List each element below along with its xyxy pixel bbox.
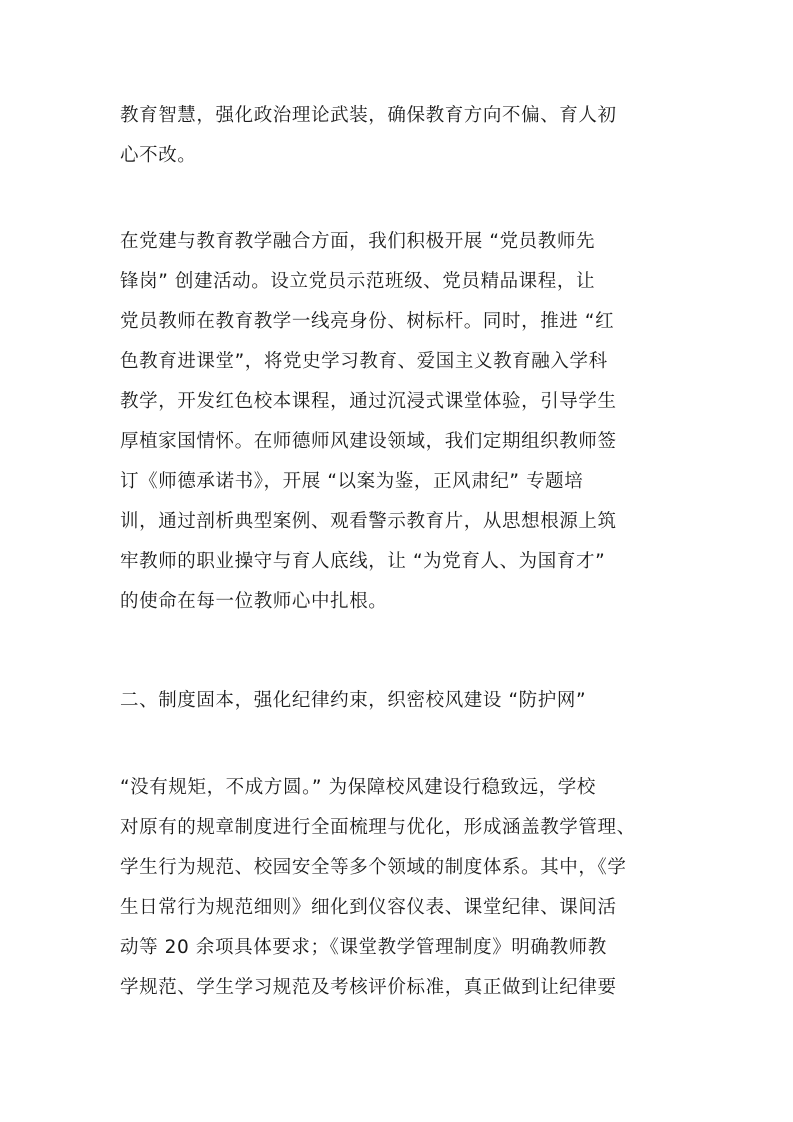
text-line: 动等 20 余项具体要求；《课堂教学管理制度》明确教师教	[120, 937, 607, 958]
text-line: 锋岗” 创建活动。设立党员示范班级、党员精品课程，让	[120, 271, 596, 292]
paragraph-2	[120, 222, 680, 622]
text-line: 教育智慧，强化政治理论武装，确保教育方向不偏、育人初	[120, 105, 617, 126]
text-line: 对原有的规章制度进行全面梳理与优化，形成涵盖教学管理、	[120, 817, 636, 838]
text-line: 订《师德承诺书》，开展 “以案为鉴，正风肃纪” 专题培	[120, 471, 584, 492]
text-line: “没有规矩，不成方圆。” 为保障校风建设行稳致远，学校	[120, 777, 597, 798]
text-line: 牢教师的职业操守与育人底线，让 “为党育人、为国育才”	[120, 551, 606, 572]
paragraph-3	[120, 768, 680, 1008]
text-line: 在党建与教育教学融合方面，我们积极开展 “党员教师先	[120, 231, 596, 252]
text-line: 学规范、学生学习规范及考核评价标准，真正做到让纪律要	[120, 977, 617, 998]
text-line: 色教育进课堂”，将党史学习教育、爱国主义教育融入学科	[120, 351, 608, 372]
text-line: 教学，开发红色校本课程，通过沉浸式课堂体验，引导学生	[120, 391, 617, 412]
text-line: 厚植家国情怀。在师德师风建设领域，我们定期组织教师签	[120, 431, 617, 452]
text-line: 心不改。	[120, 145, 197, 166]
text-line: 生日常行为规范细则》细化到仪容仪表、课堂纪律、课间活	[120, 897, 617, 918]
text-line: 党员教师在教育教学一线亮身份、树标杆。同时，推进 “红	[120, 311, 615, 332]
paragraph-1	[120, 96, 680, 176]
section-heading	[120, 681, 680, 721]
text-line: 训，通过剖析典型案例、观看警示教育片，从思想根源上筑	[120, 511, 617, 532]
text-line: 学生行为规范、校园安全等多个领域的制度体系。其中，《学	[120, 857, 627, 878]
text-line: 的使命在每一位教师心中扎根。	[120, 591, 388, 612]
section-heading-text: 二、制度固本，强化纪律约束，织密校风建设 “防护网”	[120, 690, 587, 711]
